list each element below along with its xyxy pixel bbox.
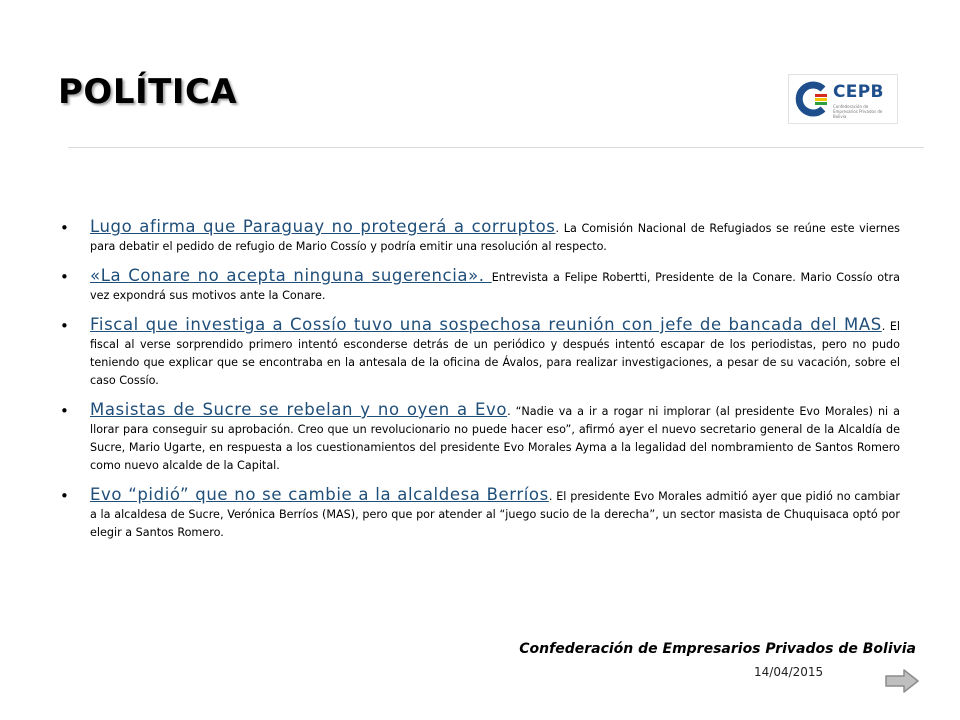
- cepb-logo-mark-icon: [793, 80, 831, 118]
- news-summary: “Nadie va a ir a rogar ni implorar (al presidente Evo Morales) ni a llorar para conseguir su aprobación. Creo que un revolucionario no puede hacer eso”, afirmó ayer el nuevo secretario general de la Alcaldía de Sucre, Mario Ugarte, en respuesta a los cuestionamientos del presidente Evo Morales Ayma a la legalidad del nombramiento de Santos Romero como nuevo alcalde de la Capital.: [90, 405, 900, 472]
- news-summary: La Comisión Nacional de Refugiados se reúne este viernes para debatir el pedido de refugio de Mario Cossío y podría emitir una resolución al respecto.: [90, 222, 900, 253]
- bullet-icon: •: [60, 219, 69, 237]
- news-summary: El fiscal al verse sorprendido primero intentó esconderse detrás de un periódico y después intentó escapar de los periodistas, pero no pudo teniendo que explicar que se encontraba en la antesala de la oficina de Ávalos, para realizar investigaciones, a pesar de su vacación, sobre el caso Cossío.: [90, 320, 900, 387]
- news-headline-link[interactable]: «La Conare no acepta ninguna sugerencia».: [90, 266, 492, 285]
- header-divider: [68, 147, 924, 148]
- news-separator: .: [507, 405, 516, 418]
- news-summary: El presidente Evo Morales admitió ayer que pidió no cambiar a la alcaldesa de Sucre, Verónica Berríos (MAS), pero que por atender al “juego sucio de la derecha”, un sector masista de Chuquisaca optó por elegir a Santos Romero.: [90, 490, 900, 539]
- cepb-logo: [788, 74, 898, 124]
- news-headline-link[interactable]: Fiscal que investiga a Cossío tuvo una sospechosa reunión con jefe de bancada del MAS: [90, 315, 882, 334]
- news-headline-link[interactable]: Evo “pidió” que no se cambie a la alcaldesa Berríos: [90, 485, 549, 504]
- next-slide-button[interactable]: [884, 668, 920, 694]
- news-list: [60, 216, 900, 551]
- news-headline-link[interactable]: Masistas de Sucre se rebelan y no oyen a Evo: [90, 400, 508, 419]
- news-summary: Entrevista a Felipe Robertti, Presidente de la Conare. Mario Cossío otra vez expondrá sus motivos ante la Conare.: [90, 271, 900, 302]
- logo-subtitle: Confederación de Empresarios Privados de Bolivia: [833, 104, 883, 119]
- news-headline-link[interactable]: Lugo afirma que Paraguay no protegerá a corruptos: [90, 217, 556, 236]
- bullet-icon: •: [60, 268, 69, 286]
- arrow-right-icon: [884, 668, 920, 694]
- news-item: [60, 399, 900, 475]
- logo-wordmark: CEPB: [833, 82, 884, 102]
- bullet-icon: •: [60, 487, 69, 505]
- news-separator: .: [881, 320, 890, 333]
- news-item: [60, 216, 900, 256]
- news-separator: .: [555, 222, 564, 235]
- news-item: [60, 265, 900, 305]
- footer-organization: Confederación de Empresarios Privados de Bolivia: [519, 641, 916, 657]
- news-item: [60, 484, 900, 542]
- bullet-icon: •: [60, 402, 69, 420]
- slide-title: POLÍTICA: [58, 72, 238, 112]
- news-item: [60, 314, 900, 390]
- news-separator: .: [548, 490, 557, 503]
- footer-date: 14/04/2015: [754, 665, 824, 679]
- bullet-icon: •: [60, 317, 69, 335]
